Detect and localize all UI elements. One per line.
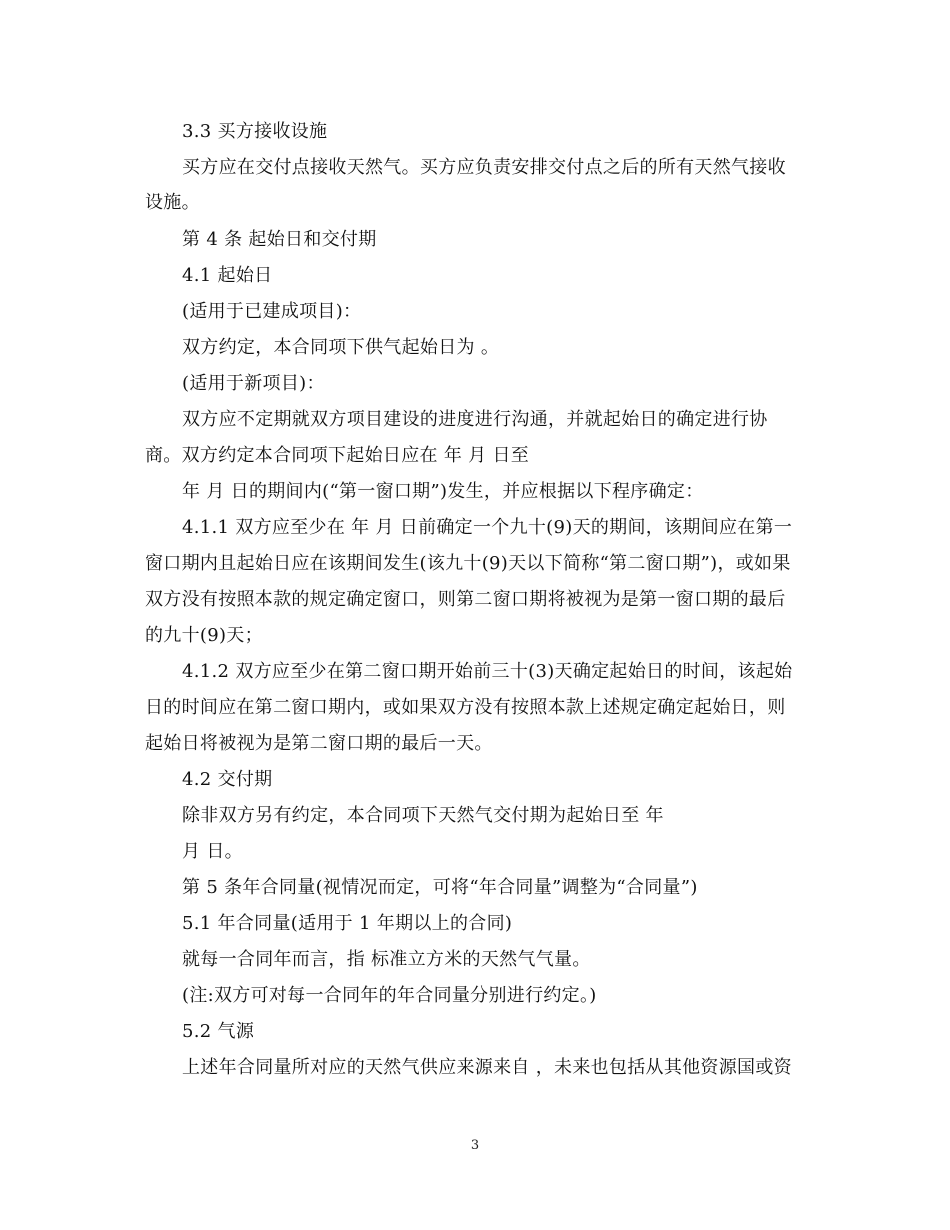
section-heading-3-3: 3.3 买方接收设施 (182, 121, 328, 142)
clause-4-1-2-line: 4.1.2 双方应至少在第二窗口期开始前三十(3)天确定起始日的时间，该起始 (182, 661, 793, 682)
paragraph-line: (适用于新项目)： (182, 373, 325, 394)
section-heading-5-2: 5.2 气源 (182, 1021, 255, 1042)
section-heading-4-1: 4.1 起始日 (182, 265, 273, 286)
section-heading-4-2: 4.2 交付期 (182, 769, 273, 790)
paragraph-line: 就每一合同年而言，指 标准立方米的天然气气量。 (182, 949, 591, 970)
paragraph-line: 双方没有按照本款的规定确定窗口，则第二窗口期将被视为是第一窗口期的最后 (145, 589, 786, 610)
paragraph-line: 起始日将被视为是第二窗口期的最后一天。 (145, 733, 493, 754)
page-number: 3 (470, 1138, 480, 1153)
paragraph-line: (适用于已建成项目)： (182, 301, 362, 322)
paragraph-line: 双方应不定期就双方项目建设的进度进行沟通，并就起始日的确定进行协 (182, 409, 768, 430)
paragraph-line: 年 月 日的期间内(“第一窗口期”)发生，并应根据以下程序确定： (182, 481, 704, 502)
paragraph-line: 的九十(9)天； (145, 625, 263, 646)
paragraph-line: 设施。 (145, 192, 200, 213)
section-heading-5-1: 5.1 年合同量(适用于 1 年期以上的合同) (182, 913, 513, 934)
paragraph-line: 日的时间应在第二窗口期内，或如果双方没有按照本款上述规定确定起始日，则 (145, 697, 786, 718)
article-heading-4: 第 4 条 起始日和交付期 (182, 229, 377, 250)
clause-4-1-1-line: 4.1.1 双方应至少在 年 月 日前确定一个九十(9)天的期间，该期间应在第一 (182, 517, 793, 538)
paragraph-line: 窗口期内且起始日应在该期间发生(该九十(9)天以下简称“第二窗口期”)，或如果 (145, 553, 791, 574)
paragraph-line: 月 日。 (182, 841, 243, 862)
paragraph-line: 买方应在交付点接收天然气。买方应负责安排交付点之后的所有天然气接收 (182, 157, 786, 178)
article-heading-5: 第 5 条年合同量(视情况而定，可将“年合同量”调整为“合同量”) (182, 877, 698, 898)
paragraph-line: 双方约定，本合同项下供气起始日为 。 (182, 337, 500, 358)
paragraph-line: 商。双方约定本合同项下起始日应在 年 月 日至 (145, 445, 530, 466)
paragraph-line: 上述年合同量所对应的天然气供应来源来自 ，未来也包括从其他资源国或资 (182, 1057, 792, 1078)
paragraph-line: 除非双方另有约定，本合同项下天然气交付期为起始日至 年 (182, 805, 664, 826)
note-line: (注:双方可对每一合同年的年合同量分别进行约定。) (182, 985, 597, 1006)
